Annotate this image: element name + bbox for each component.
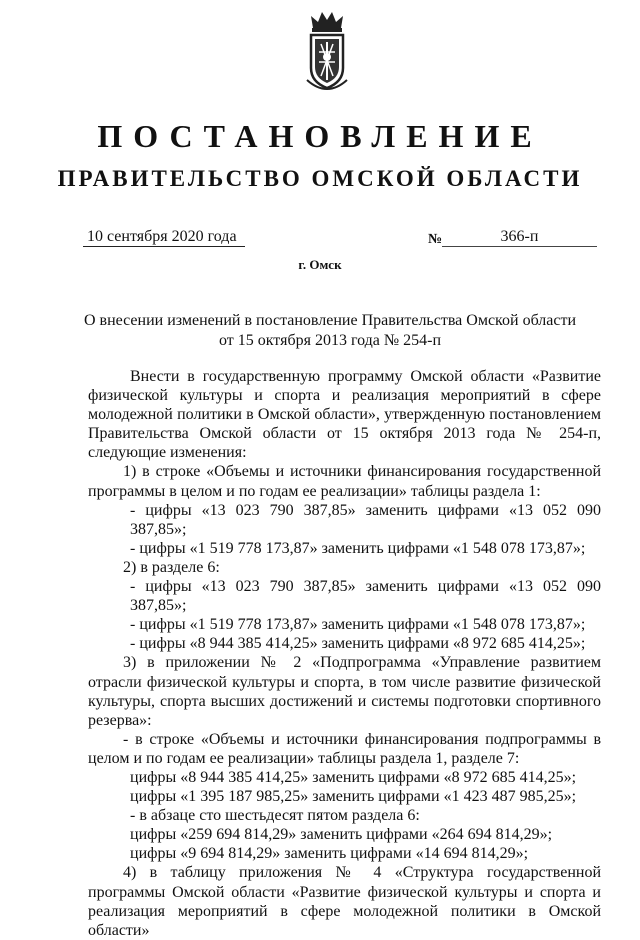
- body-paragraph: - цифры «13 023 790 387,85» заменить цифрами «13 052 090 387,85»;: [130, 578, 601, 615]
- body-paragraph: цифры «1 395 187 985,25» заменить цифрами «1 423 487 985,25»;: [130, 788, 577, 806]
- document-type-title: ПОСТАНОВЛЕНИЕ: [97, 118, 543, 154]
- body-paragraph: 4) в таблицу приложения № 4 «Структура государственной программы Омской области «Развитие физической культуры и спорта и реализация мероприятий в сфере молодежной политики в Омской области»: [88, 864, 601, 939]
- body-paragraph: - цифры «1 519 778 173,87» заменить цифрами «1 548 078 173,87»;: [130, 539, 586, 557]
- body-paragraph: 2) в разделе 6:: [123, 558, 220, 576]
- number-label: №: [428, 232, 443, 247]
- body-paragraph: - в абзаце сто шестьдесят пятом раздела 6:: [130, 807, 420, 825]
- body-paragraph: цифры «8 944 385 414,25» заменить цифрами «8 972 685 414,25»;: [130, 768, 577, 786]
- body-paragraph: Внести в государственную программу Омской области «Развитие физической культуры и спорта и реализация мероприятий в сфере молодежной политики в Омской области», утвержденную постановлением Правительства Омской области от 15 октября 2013 года № 254-п, следующие изменения:: [88, 368, 601, 462]
- issuing-authority: ПРАВИТЕЛЬСТВО ОМСКОЙ ОБЛАСТИ: [57, 166, 583, 191]
- body-paragraph: цифры «259 694 814,29» заменить цифрами «264 694 814,29»;: [130, 826, 553, 844]
- body-paragraph: - в строке «Объемы и источники финансирования подпрограммы в целом и по годам ее реализации» таблицы раздела 1, разделе 7:: [88, 730, 601, 767]
- document-number: 366-п: [442, 228, 597, 247]
- subject-line-2: от 15 октября 2013 года № 254-п: [218, 332, 442, 349]
- document-subject: [60, 311, 600, 351]
- subject-line-1: О внесении изменений в постановление Правительства Омской области: [83, 312, 577, 329]
- body-paragraph: - цифры «8 944 385 414,25» заменить цифрами «8 972 685 414,25»;: [130, 635, 586, 653]
- coat-of-arms-emblem: [303, 8, 351, 94]
- body-paragraph: - цифры «13 023 790 387,85» заменить цифрами «13 052 090 387,85»;: [130, 501, 601, 538]
- body-paragraph: - цифры «1 519 778 173,87» заменить цифрами «1 548 078 173,87»;: [130, 616, 586, 634]
- body-paragraph: 3) в приложении № 2 «Подпрограмма «Управление развитием отрасли физической культуры и спорта, в том числе развитие физической культуры, спорта высших достижений и системы подготовки спортивного резерва»:: [88, 654, 601, 729]
- city-name: г. Омск: [298, 257, 342, 272]
- document-body: [88, 367, 601, 940]
- body-paragraph: 1) в строке «Объемы и источники финансирования государственной программы в целом и по годам ее реализации» таблицы раздела 1:: [88, 463, 601, 500]
- document-date: 10 сентября 2020 года: [83, 228, 245, 247]
- body-paragraph: цифры «9 694 814,29» заменить цифрами «14 694 814,29»;: [130, 845, 529, 863]
